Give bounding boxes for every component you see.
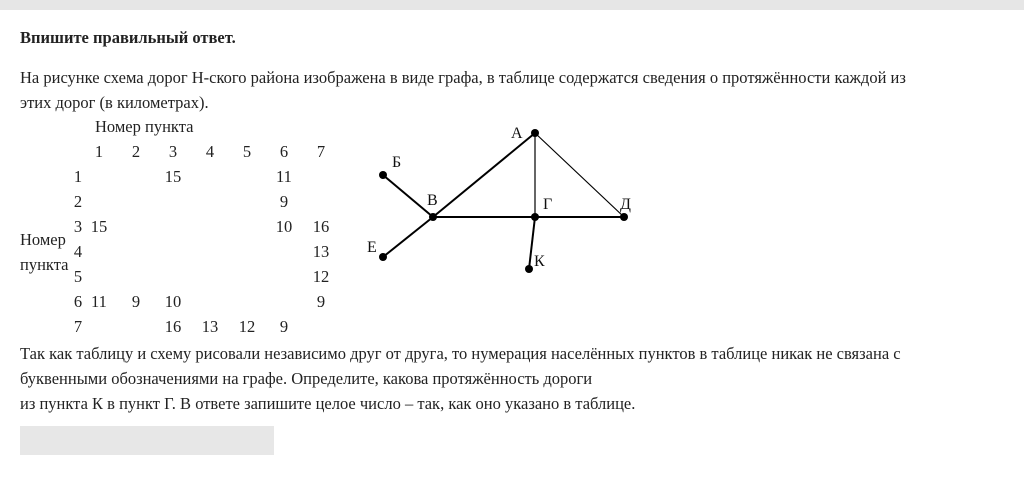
table-cell: 13 <box>201 317 219 336</box>
table-cell: 9 <box>279 317 289 336</box>
table-col-label: 5 <box>242 142 252 161</box>
instruction-heading: Впишите правильный ответ. <box>20 28 236 47</box>
node-k <box>525 265 533 273</box>
node-v <box>429 213 437 221</box>
body-line-2: буквенными обозначениями на графе. Определите, какова протяжённость дороги <box>20 369 593 388</box>
table-col-label: 6 <box>279 142 289 161</box>
intro-line-1: На рисунке схема дорог Н-ского района изображена в виде графа, в таблице содержатся сведения о протяжённости каждой из <box>20 68 906 87</box>
node-label-d: Д <box>620 196 631 213</box>
table-cell: 12 <box>312 267 330 286</box>
table-cell: 10 <box>275 217 293 236</box>
table-row-label: 3 <box>73 217 83 236</box>
node-e <box>379 253 387 261</box>
table-cell: 16 <box>312 217 330 236</box>
table-col-label: 2 <box>131 142 141 161</box>
table-cell: 15 <box>90 217 108 236</box>
table-row-label: 6 <box>73 292 83 311</box>
table-row-label: 1 <box>73 167 83 186</box>
table-cell: 9 <box>316 292 326 311</box>
table-cell: 12 <box>238 317 256 336</box>
table-row-label: 7 <box>73 317 83 336</box>
node-a <box>531 129 539 137</box>
table-cell: 10 <box>164 292 182 311</box>
node-d <box>620 213 628 221</box>
table-cell: 9 <box>131 292 141 311</box>
table-row-label: 2 <box>73 192 83 211</box>
node-g <box>531 213 539 221</box>
table-column-header: Номер пункта <box>95 117 194 136</box>
body-line-1: Так как таблицу и схему рисовали независимо друг от друга, то нумерация населённых пунктов в таблице никак не связана с <box>20 344 901 363</box>
table-row-header-line-1: Номер <box>20 230 66 249</box>
table-cell: 13 <box>312 242 330 261</box>
body-line-3: из пункта К в пункт Г. В ответе запишите целое число – так, как оно указано в таблице. <box>20 394 636 413</box>
node-label-k: К <box>534 253 545 270</box>
answer-input[interactable] <box>20 426 274 455</box>
edge-a-v <box>433 133 535 217</box>
table-col-label: 3 <box>168 142 178 161</box>
node-label-g: Г <box>543 196 553 213</box>
table-cell: 11 <box>91 292 107 311</box>
node-label-v: В <box>427 192 438 209</box>
node-b <box>379 171 387 179</box>
table-cell: 16 <box>164 317 182 336</box>
table-col-label: 7 <box>316 142 326 161</box>
table-cell: 15 <box>164 167 182 186</box>
table-row-label: 4 <box>73 242 83 261</box>
table-cell: 11 <box>276 167 292 186</box>
node-label-a: А <box>511 125 523 142</box>
edge-e-v <box>383 217 433 257</box>
edge-b-v <box>383 175 433 217</box>
table-row-label: 5 <box>73 267 83 286</box>
node-label-b: Б <box>392 154 402 171</box>
table-col-label: 4 <box>205 142 215 161</box>
intro-line-2: этих дорог (в километрах). <box>20 93 209 112</box>
node-label-e: Е <box>367 239 377 256</box>
table-cell: 9 <box>279 192 289 211</box>
table-row-header-line-2: пункта <box>20 255 69 274</box>
table-col-label: 1 <box>94 142 104 161</box>
